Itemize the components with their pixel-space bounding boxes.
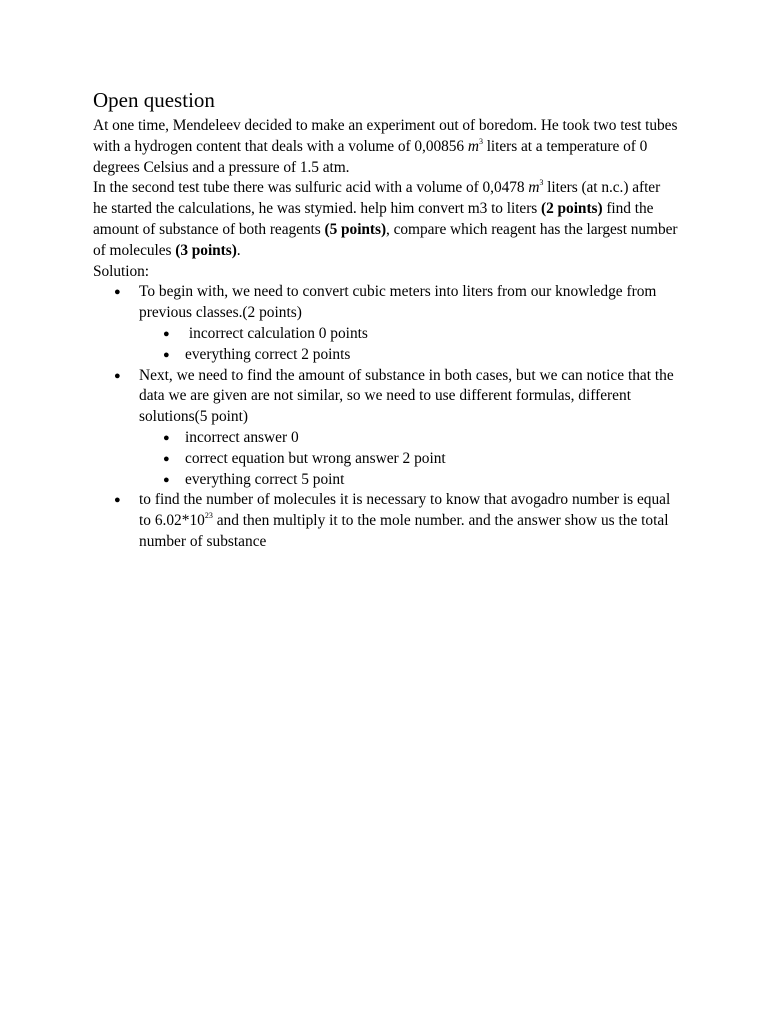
criterion-item [139,345,678,366]
bullet-icon: ● [163,452,170,465]
bullet-icon: ● [163,327,170,340]
criterion-text: everything correct 5 point [185,470,345,488]
intro-text-2a: In the second test tube there was sulfuric acid with a volume of 0,0478 [93,179,529,197]
points-5: (5 points) [324,220,387,238]
step-3 [93,490,678,552]
criterion-text: correct equation but wrong answer 2 point [185,449,446,467]
bullet-icon: ● [163,348,170,361]
criterion-text: incorrect answer 0 [185,428,299,446]
bullet-icon: ● [163,431,170,444]
intro-paragraph-1 [93,116,678,178]
intro-text-2e: . [236,241,241,259]
intro-text-1b: liters at a temperature of 0 degrees Celsius and a pressure of 1.5 atm. [93,137,648,176]
solution-label: Solution: [93,262,149,280]
criterion-item [139,449,678,470]
criterion-item [139,428,678,449]
bullet-icon: ● [114,286,121,299]
bullet-icon: ● [163,473,170,486]
page-title: Open question [93,88,215,112]
points-3: (3 points) [175,241,237,259]
intro-paragraph-2 [93,178,678,261]
intro-text-2b: liters (at n.c.) after he started the calculations, he was stymied. help him convert m3 to liters [93,179,661,218]
unit-exponent: 3 [478,136,483,146]
unit-m-2: m [528,179,540,197]
solution-steps [93,282,678,552]
intro-text-2d: , compare which reagent has the largest number of molecules [93,220,678,259]
avogadro-exponent: 23 [204,511,213,521]
unit-m: m [467,137,479,155]
intro-text-2c: find the amount of substance of both reagents [93,200,654,238]
step-2-text: Next, we need to find the amount of substance in both cases, but we can notice that the data we are given are not similar, so we need to use different formulas, different solutions(5 point) [139,366,674,426]
document-page [93,88,678,553]
bullet-icon: ● [114,494,121,507]
step-2 [93,366,678,491]
unit-exponent-2: 3 [539,178,544,188]
step-3-text-a: to find the number of molecules it is necessary to know that avogadro number is equal to 6.02*10 [139,491,671,530]
points-2: (2 points) [541,200,603,218]
step-1-criteria [139,324,678,366]
criterion-item [139,324,678,345]
step-1-text: To begin with, we need to convert cubic meters into liters from our knowledge from previous classes.(2 points) [139,283,657,322]
step-2-criteria [139,428,678,490]
criterion-item [139,470,678,491]
bullet-icon: ● [114,369,121,382]
criterion-text: incorrect calculation 0 points [185,324,368,342]
step-3-text-b: and then multiply it to the mole number. and the answer show us the total number of substance [139,512,669,550]
criterion-text: everything correct 2 points [185,345,351,363]
intro-text-1a: At one time, Mendeleev decided to make an experiment out of boredom. He took two test tubes with a hydrogen content that deals with a volume of 0,00856 [93,117,678,155]
step-1 [93,282,678,365]
